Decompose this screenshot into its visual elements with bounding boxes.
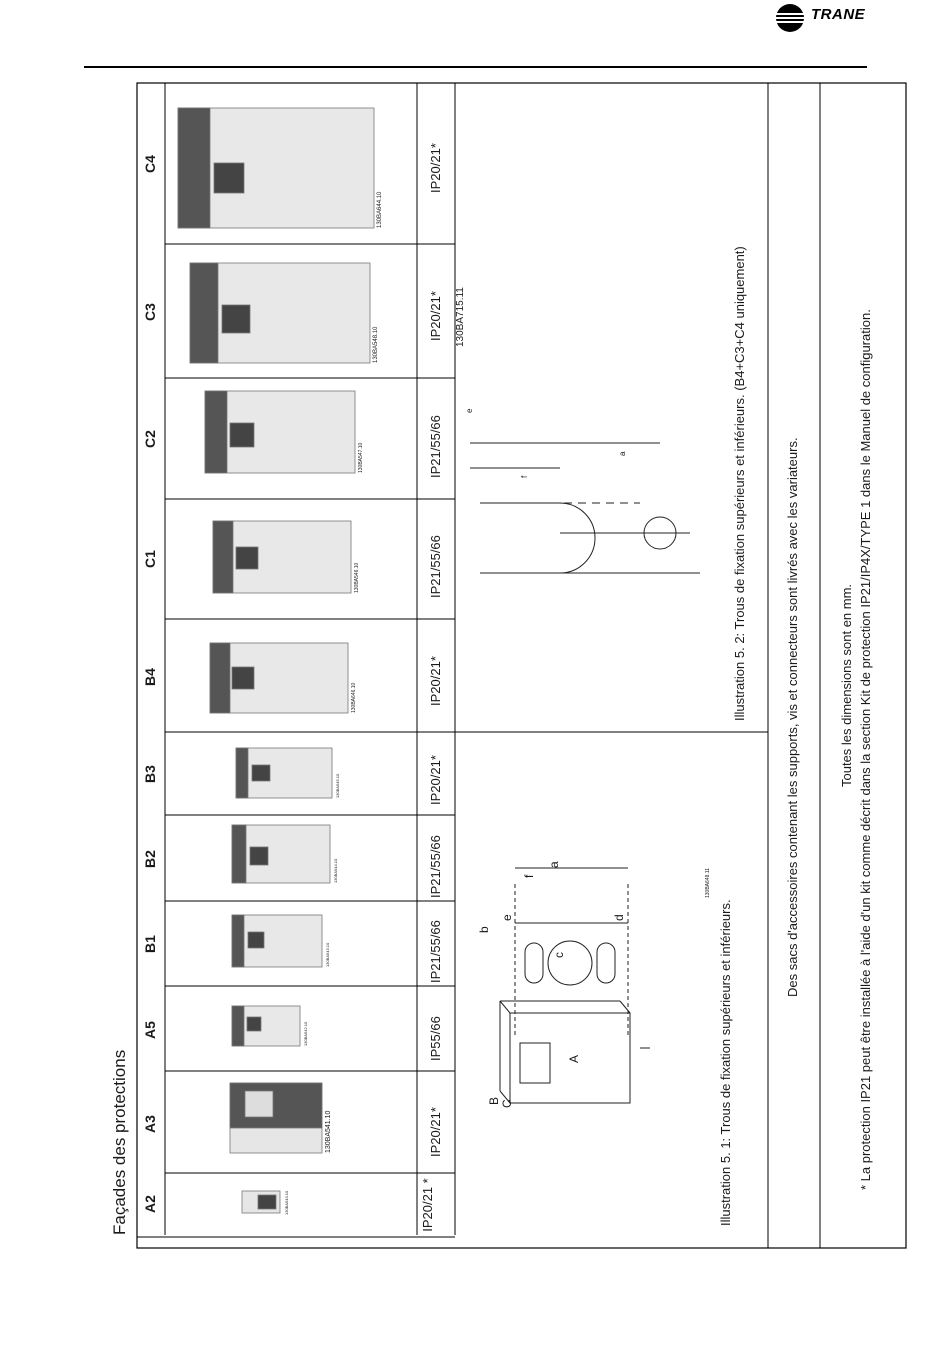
accessories-note: Des sacs d'accessoires contenant les supports, vis et connecteurs sont livrés avec les variateurs.: [785, 437, 800, 997]
enclosure-image-c4: [178, 108, 374, 228]
illus2-label-a: a: [618, 451, 627, 456]
enclosure-name-a5: A5: [142, 1021, 158, 1039]
image-code-c2: 130BA547.10: [358, 442, 364, 473]
enclosure-rating-b1: IP21/55/66: [428, 920, 443, 983]
enclosure-name-c2: C2: [142, 430, 158, 448]
image-code-b3: 130BA545.10: [335, 773, 340, 798]
enclosure-name-a3: A3: [142, 1115, 158, 1133]
image-code-a5: 130BA542.10: [303, 1021, 308, 1046]
enclosure-rating-c2: IP21/55/66: [428, 415, 443, 478]
enclosure-image-b1: [232, 915, 322, 967]
enclosure-image-a3: [230, 1083, 322, 1153]
enclosure-rating-b4: IP20/21*: [428, 656, 443, 706]
enclosure-image-b2: [232, 825, 330, 883]
image-code-a3: 130BA541.10: [325, 1110, 332, 1153]
illus2-ref: 130BA715.11: [455, 287, 466, 347]
enclosure-image-c3: [190, 263, 370, 363]
enclosure-rating-b3: IP20/21*: [428, 755, 443, 805]
illus1-caption: Illustration 5. 1: Trous de fixation supérieurs et inférieurs.: [718, 899, 733, 1226]
enclosure-name-b2: B2: [142, 850, 158, 868]
enclosure-name-b1: B1: [142, 935, 158, 953]
illus1-ref: 130BA648.11: [705, 868, 711, 898]
enclosure-image-c2: [205, 391, 355, 473]
illus1-label-c: c: [552, 952, 566, 958]
illus1-label-B: B: [487, 1096, 501, 1105]
enclosure-image-a2: [242, 1191, 280, 1213]
enclosure-rating-c4: IP20/21*: [428, 143, 443, 193]
enclosure-name-a2: A2: [142, 1195, 158, 1213]
enclosure-image-b3: [236, 748, 332, 798]
enclosure-name-c1: C1: [142, 550, 158, 568]
enclosure-image-c1: [213, 521, 351, 593]
enclosure-rating-b2: IP21/55/66: [428, 835, 443, 898]
illus1-label-e: e: [500, 914, 514, 921]
illus1-label-A: A: [567, 1054, 581, 1063]
illus2-caption: Illustration 5. 2: Trous de fixation supérieurs et inférieurs. (B4+C3+C4 uniquement): [732, 246, 747, 721]
illus1-label-f: f: [522, 874, 536, 878]
image-code-a2: 130BA543.10: [284, 1190, 289, 1215]
enclosure-rating-a3: IP20/21*: [428, 1107, 443, 1157]
illus1-label-C: C: [500, 1099, 514, 1108]
enclosure-rating-a2: IP20/21 *: [420, 1178, 435, 1232]
enclosure-rating-c1: IP21/55/66: [428, 535, 443, 598]
illus2-label-f: f: [520, 475, 529, 478]
illustration-2-drawing: [470, 443, 700, 573]
enclosure-name-c3: C3: [142, 303, 158, 321]
enclosure-name-c4: C4: [142, 155, 158, 173]
illus1-label-b: b: [477, 926, 491, 933]
image-code-b2: 130BA544.10: [333, 858, 338, 883]
brand-name: TRANE: [811, 6, 866, 23]
illus2-label-e: e: [465, 408, 474, 413]
enclosure-rating-a5: IP55/66: [428, 1016, 443, 1061]
image-code-b4: 130BA646.10: [351, 682, 357, 713]
enclosure-image-a5: [232, 1006, 300, 1046]
illustration-1-drawing: [500, 868, 650, 1103]
enclosure-name-b3: B3: [142, 765, 158, 783]
section-title: Façades des protections: [110, 1049, 129, 1235]
ip21-footnote: * La protection IP21 peut être installée à l'aide d'un kit comme décrit dans la section Kit de protection IP21/IP4X/TYPE 1 dans le Manuel de configuration.: [858, 309, 873, 1190]
enclosure-rating-c3: IP20/21*: [428, 291, 443, 341]
image-code-b1: 130BA543.10: [325, 942, 330, 967]
enclosure-image-b4: [210, 643, 348, 713]
illus1-label-d: d: [612, 914, 626, 921]
illus1-label-a: a: [547, 861, 561, 868]
image-code-c4: 130BA644.10: [377, 191, 383, 228]
image-code-c1: 130BA546.10: [354, 562, 360, 593]
enclosure-name-b4: B4: [142, 668, 158, 686]
image-code-c3: 130BA548.10: [373, 326, 379, 363]
dimensions-note: Toutes les dimensions sont en mm.: [839, 583, 854, 787]
